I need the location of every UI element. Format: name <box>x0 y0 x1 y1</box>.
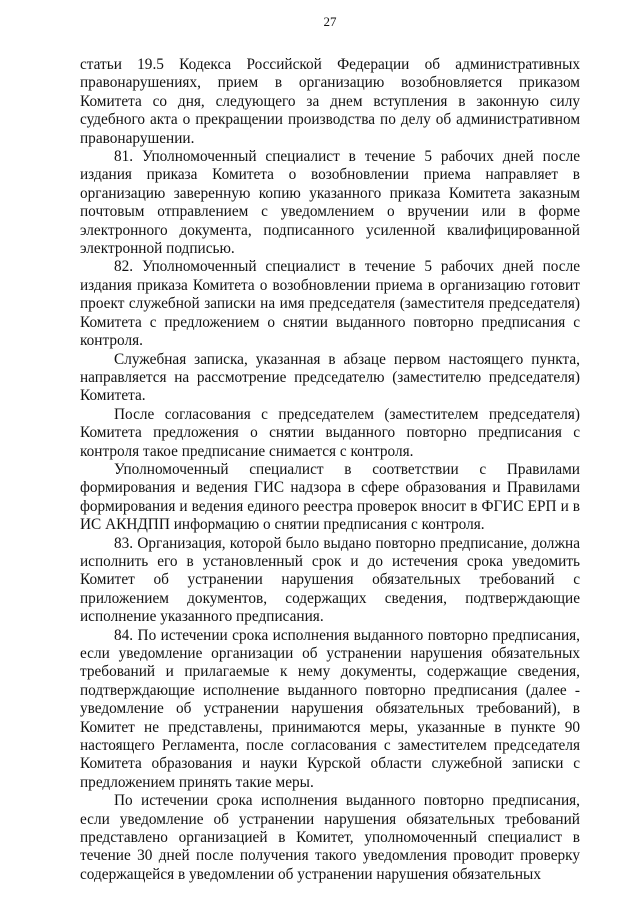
paragraph-82-approval: После согласования с председателем (заместителем председателя) Комитета предложения о снятии выданного повторно предписания с контроля такое предписание снимается с контроля. <box>80 405 580 460</box>
paragraph-82-registry: Уполномоченный специалист в соответствии с Правилами формирования и ведения ГИС надзора в сфере образования и Правилами формирования и ведения единого реестра проверок вносит в ФГИС ЕРП и в ИС АКНДПП информацию о снятии предписания с контроля. <box>80 460 580 534</box>
paragraph-83: 83. Организация, которой было выдано повторно предписание, должна исполнить его в установленный срок и до истечения срока уведомить Комитет об устранении нарушения обязательных требований с приложением документов, содержащих сведения, подтверждающие исполнение указанного предписания. <box>80 534 580 626</box>
paragraph-82-memo: Служебная записка, указанная в абзаце первом настоящего пункта, направляется на рассмотрение председателю (заместителю председателя) Комитета. <box>80 350 580 405</box>
page-number: 27 <box>323 14 337 29</box>
document-body <box>80 56 580 884</box>
paragraph-continuation: статьи 19.5 Кодекса Российской Федерации об административных правонарушениях, прием в организацию возобновляется приказом Комитета со дня, следующего за днем вступления в законную силу судебного акта о прекращении производства по делу об административном правонарушении. <box>80 56 580 147</box>
paragraph-81: 81. Уполномоченный специалист в течение 5 рабочих дней после издания приказа Комитета о возобновлении приема направляет в организацию заверенную копию указанного приказа Комитета заказным почтовым отправлением с уведомлением о вручении или в форме электронного документа, подписанного усиленной квалифицированной электронной подписью. <box>80 148 580 258</box>
paragraph-84-verification: По истечении срока исполнения выданного повторно предписания, если уведомление об устранении нарушения обязательных требований представлено организацией в Комитет, уполномоченный специалист в течение 30 дней после получения такого уведомления проводит проверку содержащейся в уведомлении об устранении нарушения обязательных <box>80 792 580 883</box>
paragraph-82: 82. Уполномоченный специалист в течение 5 рабочих дней после издания приказа Комитета о возобновлении приема в организацию готовит проект служебной записки на имя председателя (заместителя председателя) Комитета с предложением о снятии выданного повторно предписания с контроля. <box>80 258 580 350</box>
paragraph-84: 84. По истечении срока исполнения выданного повторно предписания, если уведомление организации об устранении нарушения обязательных требований и прилагаемые к нему документы, содержащие сведения, подтверждающие исполнение выданного повторно предписания (далее - уведомление об устранении нарушения обязательных требований), в Комитет не представлены, принимаются меры, указанные в пункте 90 настоящего Регламента, после согласования с заместителем председателя Комитета образования и науки Курской области служебной записки с предложением принять такие меры. <box>80 626 580 791</box>
